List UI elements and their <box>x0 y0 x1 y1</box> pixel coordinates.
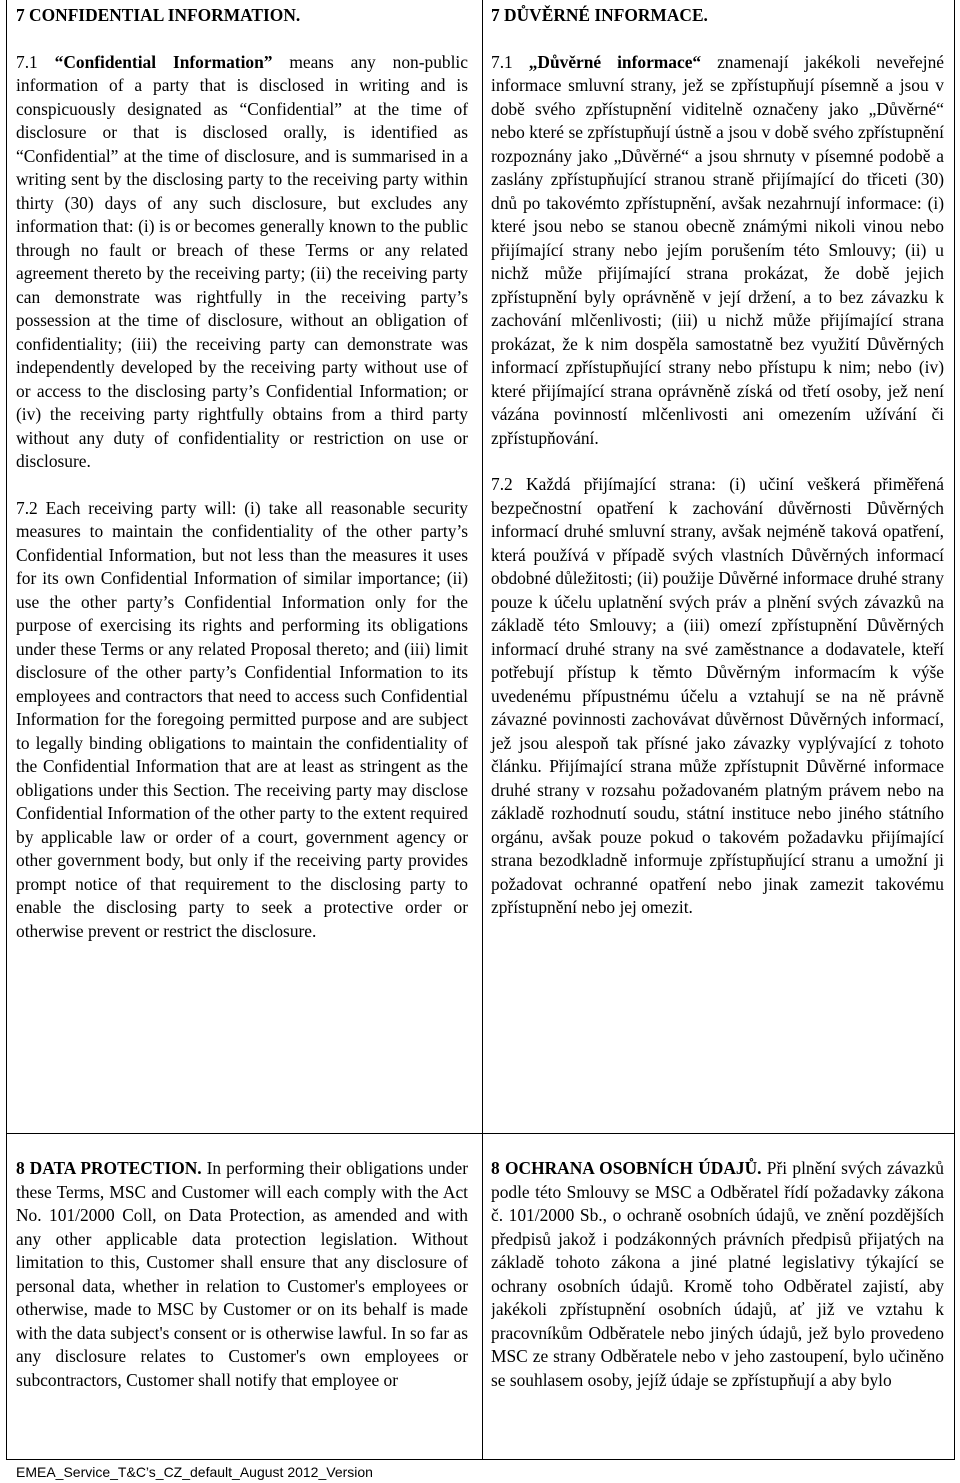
left-column-section-7 <box>16 4 468 943</box>
document-footer: EMEA_Service_T&C’s_CZ_default_August 2012_Version <box>16 1464 373 1480</box>
clause-7-2-cz: 7.2 Každá přijímající strana: (i) učiní veškerá přiměřená bezpečnostní opatření k zachování důvěrnosti Důvěrných informací druhé smluvní strany, avšak nejméně taková opatření, která používá v případě svých vlastních Důvěrných informací obdobné důležitosti; (ii) použije Důvěrné informace druhé strany pouze k účelu uplatnění svých práv a plnění svých závazků na základě této Smlouvy; a (iii) omezí zpřístupnění Důvěrných informací druhé strany na své zaměstnance a dodavatele, kteří potřebují přístup k těmto Důvěrným informacím k výše uvedenému přípustnému účelu a vztahují se na ně právně závazné povinnosti zachovávat důvěrnost Důvěrných informací, jež jsou alespoň tak přísné jako závazky vyplývající z tohoto článku. Přijímající strana může zpřístupnit Důvěrné informace druhé strany v rozsahu požadovaném platným právem nebo na základě rozhodnutí soudu, státní instituce nebo jiného státního orgánu, avšak pouze pokud o takovém požadavku přijímající strana bezodkladně informuje zpřístupňující stranu a umožní ji požadovat ochranné opatření nebo jinak zamezit takovému zpřístupnění nebo jej omezit. <box>491 474 944 917</box>
clause-7-1-cz <box>491 51 944 451</box>
table-border-right <box>954 0 955 1460</box>
clause-7-1-number-en: 7.1 <box>16 51 38 72</box>
table-border-bottom <box>6 1459 954 1460</box>
clause-7-1-term-en: “Confidential Information” <box>54 51 273 72</box>
section-8-text-cz: Při plnění svých závazků podle této Smlouvy se MSC a Odběratel řídí požadavky zákona č. 101/2000 Sb., o ochraně osobních údajů, ve znění pozdějších předpisů jakož i podzákonných právních předpisů přijatých na základě tohoto zákona a jiné platné legislativy týkající se ochrany osobních údajů. Kromě toho Odběratel zajistí, aby jakékoli zpřístupnění osobních údajů, ať již ve vztahu k pracovníkům Odběratele nebo jiných údajů, jež bylo provedeno MSC ze strany Odběratele nebo v jeho zastoupení, bylo učiněno se souhlasem osoby, jejíž údaje se zpřístupňují a aby bylo <box>491 1158 944 1390</box>
clause-7-1-en <box>16 51 468 474</box>
right-column-section-8 <box>491 1157 944 1443</box>
table-column-divider <box>482 0 483 1460</box>
clause-7-1-text-en: means any non-public information of a party that is disclosed in writing and is conspicuously designated as “Confidential” at the time of disclosure or that is disclosed orally, is identified as “Confidential” at the time of disclosure, and is summarised in a writing sent by the disclosing party to the receiving party within thirty (30) days of any such disclosure, but excludes any information that: (i) is or becomes generally known to the public through no fault or breach of these Terms or any related agreement thereto by the receiving party; (ii) the receiving party can demonstrate was rightfully in the receiving party’s possession at the time of disclosure, without an obligation of confidentiality; (iii) the receiving party can demonstrate was independently developed by the receiving party without use of or access to the disclosing party’s Confidential Information; or (iv) the receiving party rightfully obtains from a third party without any duty of confidentiality or restriction on use or disclosure. <box>16 51 468 471</box>
table-border-left <box>6 0 7 1460</box>
section-8-cz <box>491 1157 944 1392</box>
section-8-heading-en: 8 DATA PROTECTION. <box>16 1158 202 1178</box>
table-row-divider <box>6 1133 954 1134</box>
clause-7-1-number-cz: 7.1 <box>491 51 513 72</box>
section-7-heading-en: 7 CONFIDENTIAL INFORMATION. <box>16 5 301 25</box>
section-8-text-en: In performing their obligations under these Terms, MSC and Customer will each comply with the Act No. 101/2000 Coll, on Data Protection, as amended and with any other applicable data protection legislation. Without limitation to this, Customer shall ensure that any disclosure of personal data, whether in relation to Customer's employees or otherwise, made to MSC by Customer or on its behalf is made with the data subject's consent or is otherwise lawful. In so far as any disclosure relates to Customer's own employees or subcontractors, Customer shall notify that employee or <box>16 1158 468 1390</box>
right-column-section-7 <box>491 4 944 920</box>
clause-7-1-text-cz: znamenají jakékoli neveřejné informace smluvní strany, jež se zpřístupňují písemně a jsou v době svého zpřístupnění viditelně označeny jako „Důvěrné“ nebo které se zpřístupňují ústně a jsou v době svého zpřístupnění rozpoznány jako „Důvěrné“ a jsou shrnuty v písemné podobě a zaslány zpřístupňující stranou straně přijímající do třiceti (30) dnů po takovémto zpřístupnění, avšak nezahrnují informace: (i) které jsou nebo se stanou obecně známými nikoli vinou nebo přijímající strany nebo jejím porušením této Smlouvy; (ii) u nichž může přijímající strana prokázat, že době jejich zpřístupnění byly oprávněně v její držení, a to bez závazku k zachování mlčenlivosti; (iii) u nichž může přijímající strana prokázat, že k nim dospěla samostatně bez využití Důvěrných informací zpřístupňující strany nebo přístupu k nim; nebo (iv) které přijímající strana oprávněně získá od třetí osoby, jež není vázána povinností mlčenlivosti ani omezením užívání či zpřístupňování. <box>491 51 944 448</box>
section-8-en <box>16 1157 468 1392</box>
section-7-heading-cz: 7 DŮVĚRNÉ INFORMACE. <box>491 5 708 25</box>
section-8-heading-cz: 8 OCHRANA OSOBNÍCH ÚDAJŮ. <box>491 1158 762 1178</box>
clause-7-2-en: 7.2 Each receiving party will: (i) take all reasonable security measures to maintain the confidentiality of the other party’s Confidential Information, but not less than the measures it uses for its own Confidential Information of similar importance; (ii) use the other party’s Confidential Information only for the purpose of exercising its rights and performing its obligations under these Terms or any related Proposal thereto; and (iii) limit disclosure of the other party’s Confidential Information to its employees and contractors that need to access such Confidential Information for the foregoing permitted purpose and are subject to legally binding obligations to maintain the confidentiality of the Confidential Information that are at least as stringent as the obligations under this Section. The receiving party may disclose Confidential Information of the other party to the extent required by applicable law or order of a court, government agency or other government body, but only if the receiving party provides prompt notice of that requirement to the disclosing party to enable the disclosing party to seek a protective order or otherwise prevent or restrict the disclosure. <box>16 497 468 941</box>
left-column-section-8 <box>16 1157 468 1443</box>
clause-7-1-term-cz: „Důvěrné informace“ <box>528 51 702 72</box>
